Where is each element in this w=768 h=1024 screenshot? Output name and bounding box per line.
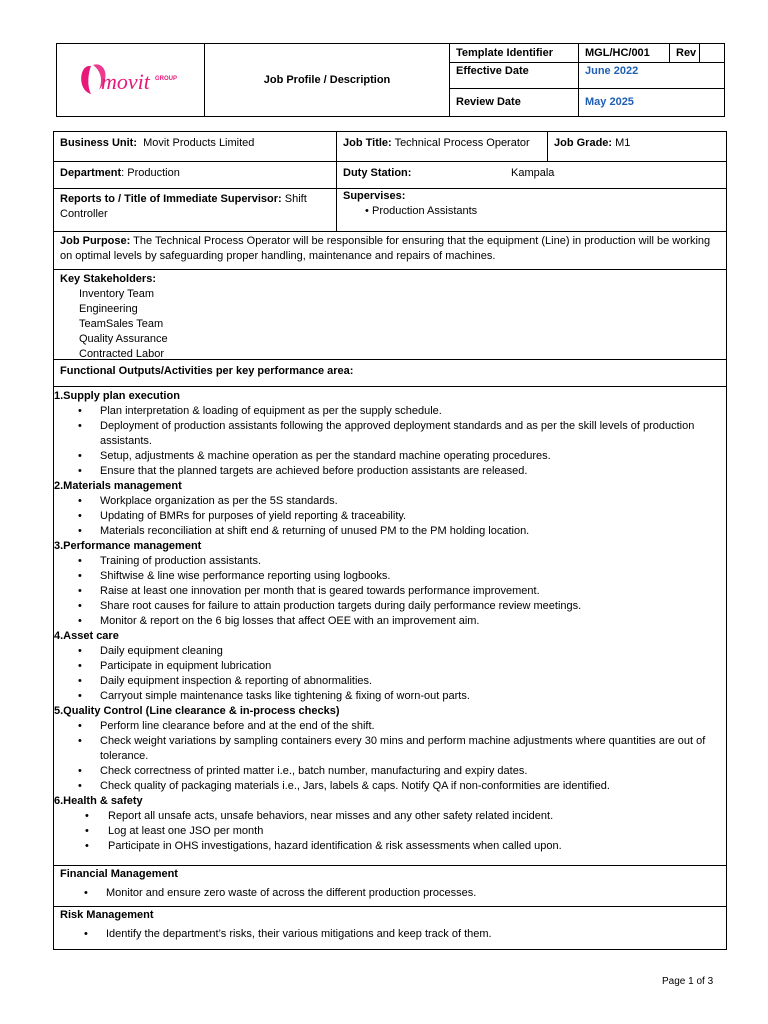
list-item: • Ensure that the planned targets are achieved before production assistants are released. [54, 464, 720, 479]
risk-management-cell [54, 907, 726, 949]
section-performance [54, 539, 720, 629]
section-title: 4.Asset care [54, 630, 119, 642]
list-item: • Daily equipment cleaning [54, 644, 720, 659]
job-grade-value: M1 [615, 137, 631, 149]
job-title-value: Technical Process Operator [394, 137, 530, 149]
row-financial-management [54, 866, 726, 907]
section-title: 1.Supply plan execution [54, 390, 180, 402]
financial-management-cell [54, 866, 726, 906]
logo-text: movit [101, 69, 150, 94]
row-business-unit [54, 132, 726, 162]
list-item: • Production Assistants [341, 204, 720, 219]
list-item: Engineering [79, 303, 138, 315]
meta-row-template [450, 44, 724, 63]
section-list [54, 719, 720, 794]
functional-outputs-cell [54, 387, 726, 865]
template-identifier-label: Template Identifier [450, 44, 579, 62]
job-purpose-cell [54, 232, 726, 269]
job-grade-label: Job Grade: [554, 137, 613, 149]
section-title: 5.Quality Control (Line clearance & in-process checks) [54, 705, 340, 717]
section-quality-control [54, 704, 720, 794]
business-unit-value: Movit Products Limited [143, 137, 255, 149]
supervises-list [341, 204, 720, 219]
list-item: • Monitor and ensure zero waste of across the different production processes. [60, 886, 720, 901]
list-item: • Shiftwise & line wise performance reporting using logbooks. [54, 569, 720, 584]
business-unit-label: Business Unit: [60, 137, 138, 149]
list-item: • Perform line clearance before and at the end of the shift. [54, 719, 720, 734]
job-title-label: Job Title: [343, 137, 392, 149]
list-item: • Raise at least one innovation per month that is geared towards performance improvement. [54, 584, 720, 599]
department-cell [54, 162, 337, 188]
job-title-cell [337, 132, 548, 161]
department-value: : Production [121, 167, 180, 179]
section-title: 2.Materials management [54, 480, 182, 492]
section-asset-care [54, 629, 720, 704]
section-title: Risk Management [60, 909, 154, 921]
meta-row-effective [450, 63, 724, 89]
review-date-label: Review Date [450, 89, 579, 116]
effective-date-label: Effective Date [450, 63, 579, 88]
rev-value [700, 44, 724, 62]
list-item: TeamSales Team [79, 318, 164, 330]
document-header-table [56, 43, 725, 117]
row-functional-outputs [54, 387, 726, 866]
row-stakeholders [54, 270, 726, 360]
duty-station-value: Kampala [511, 167, 555, 179]
reports-to-value: Shift Controller [60, 193, 307, 220]
section-materials [54, 479, 720, 539]
stakeholders-cell [54, 270, 726, 359]
section-health-safety [54, 794, 720, 854]
list-item: • Log at least one JSO per month [54, 824, 720, 839]
job-purpose-label: Job Purpose: [60, 235, 131, 247]
section-title: 3.Performance management [54, 540, 202, 552]
list-item: • Plan interpretation & loading of equipment as per the supply schedule. [54, 404, 720, 419]
list-item: • Monitor & report on the 6 big losses that affect OEE with an improvement aim. [54, 614, 720, 629]
job-profile-table [53, 131, 727, 950]
section-title: Financial Management [60, 868, 178, 880]
department-label: Department [60, 167, 122, 179]
section-supply-plan [54, 389, 720, 479]
list-item: • Participate in OHS investigations, hazard identification & risk assessments when called upon. [54, 839, 720, 854]
duty-station-cell [337, 162, 726, 188]
list-item: Inventory Team [79, 288, 155, 300]
list-item: • Carryout simple maintenance tasks like tightening & fixing of worn-out parts. [54, 689, 720, 704]
list-item: • Materials reconciliation at shift end & returning of unused PM to the PM holding location. [54, 524, 720, 539]
list-item: • Share root causes for failure to attain production targets during daily performance review meetings. [54, 599, 720, 614]
company-logo [57, 44, 205, 116]
functional-heading: Functional Outputs/Activities per key performance area: [60, 365, 354, 377]
list-item: • Participate in equipment lubrication [54, 659, 720, 674]
movit-logo-icon [57, 44, 205, 116]
effective-date-value: June 2022 [585, 65, 639, 77]
rev-label: Rev [670, 44, 700, 62]
meta-row-review [450, 89, 724, 116]
section-list [60, 927, 720, 942]
business-unit-cell [54, 132, 337, 161]
section-list [54, 554, 720, 629]
reports-to-cell [54, 189, 337, 231]
row-reports-to [54, 189, 726, 232]
row-job-purpose [54, 232, 726, 270]
list-item: • Identify the department’s risks, their various mitigations and keep track of them. [60, 927, 720, 942]
job-grade-cell [548, 132, 726, 161]
reports-to-label: Reports to / Title of Immediate Supervisor: [60, 193, 282, 205]
list-item: • Deployment of production assistants following the approved deployment standards and as per the skill levels of production assistants. [54, 419, 720, 449]
section-list [54, 644, 720, 704]
section-list [54, 809, 720, 854]
list-item: • Check correctness of printed matter i.e., batch number, manufacturing and expiry dates. [54, 764, 720, 779]
list-item: Quality Assurance [79, 333, 168, 345]
template-identifier-value: MGL/HC/001 [579, 44, 670, 62]
stakeholders-label: Key Stakeholders: [60, 273, 156, 285]
list-item: • Check quality of packaging materials i.e., Jars, labels & caps. Notify QA if non-conformities are identified. [54, 779, 720, 794]
page-number: Page 1 of 3 [662, 976, 714, 987]
logo-subtext: GROUP [155, 76, 178, 82]
list-item: • Workplace organization as per the 5S standards. [54, 494, 720, 509]
row-department [54, 162, 726, 189]
list-item: • Report all unsafe acts, unsafe behaviors, near misses and any other safety related incident. [54, 809, 720, 824]
list-item: • Updating of BMRs for purposes of yield reporting & traceability. [54, 509, 720, 524]
row-risk-management [54, 907, 726, 949]
job-purpose-text: The Technical Process Operator will be responsible for ensuring that the equipment (Line) in production will be working on optimal levels by safeguarding proper handling, maintenance and repairs of machines. [60, 235, 711, 262]
list-item: • Training of production assistants. [54, 554, 720, 569]
section-list [54, 404, 720, 479]
supervises-label: Supervises: [343, 190, 406, 202]
review-date-value: May 2025 [585, 96, 634, 108]
section-list [60, 886, 720, 901]
section-title: 6.Health & safety [54, 795, 143, 807]
duty-station-label: Duty Station: [343, 167, 412, 179]
list-item: • Check weight variations by sampling containers every 30 mins and perform machine adjustments where quantities are out of tolerance. [54, 734, 720, 764]
row-functional-heading [54, 360, 726, 387]
list-item: Contracted Labor [79, 348, 164, 360]
document-meta [450, 44, 724, 116]
section-list [54, 494, 720, 539]
document-title: Job Profile / Description [205, 44, 450, 116]
list-item: • Daily equipment inspection & reporting of abnormalities. [54, 674, 720, 689]
stakeholders-list [60, 287, 720, 362]
list-item: • Setup, adjustments & machine operation as per the standard machine operating procedures. [54, 449, 720, 464]
supervises-cell [337, 189, 726, 231]
